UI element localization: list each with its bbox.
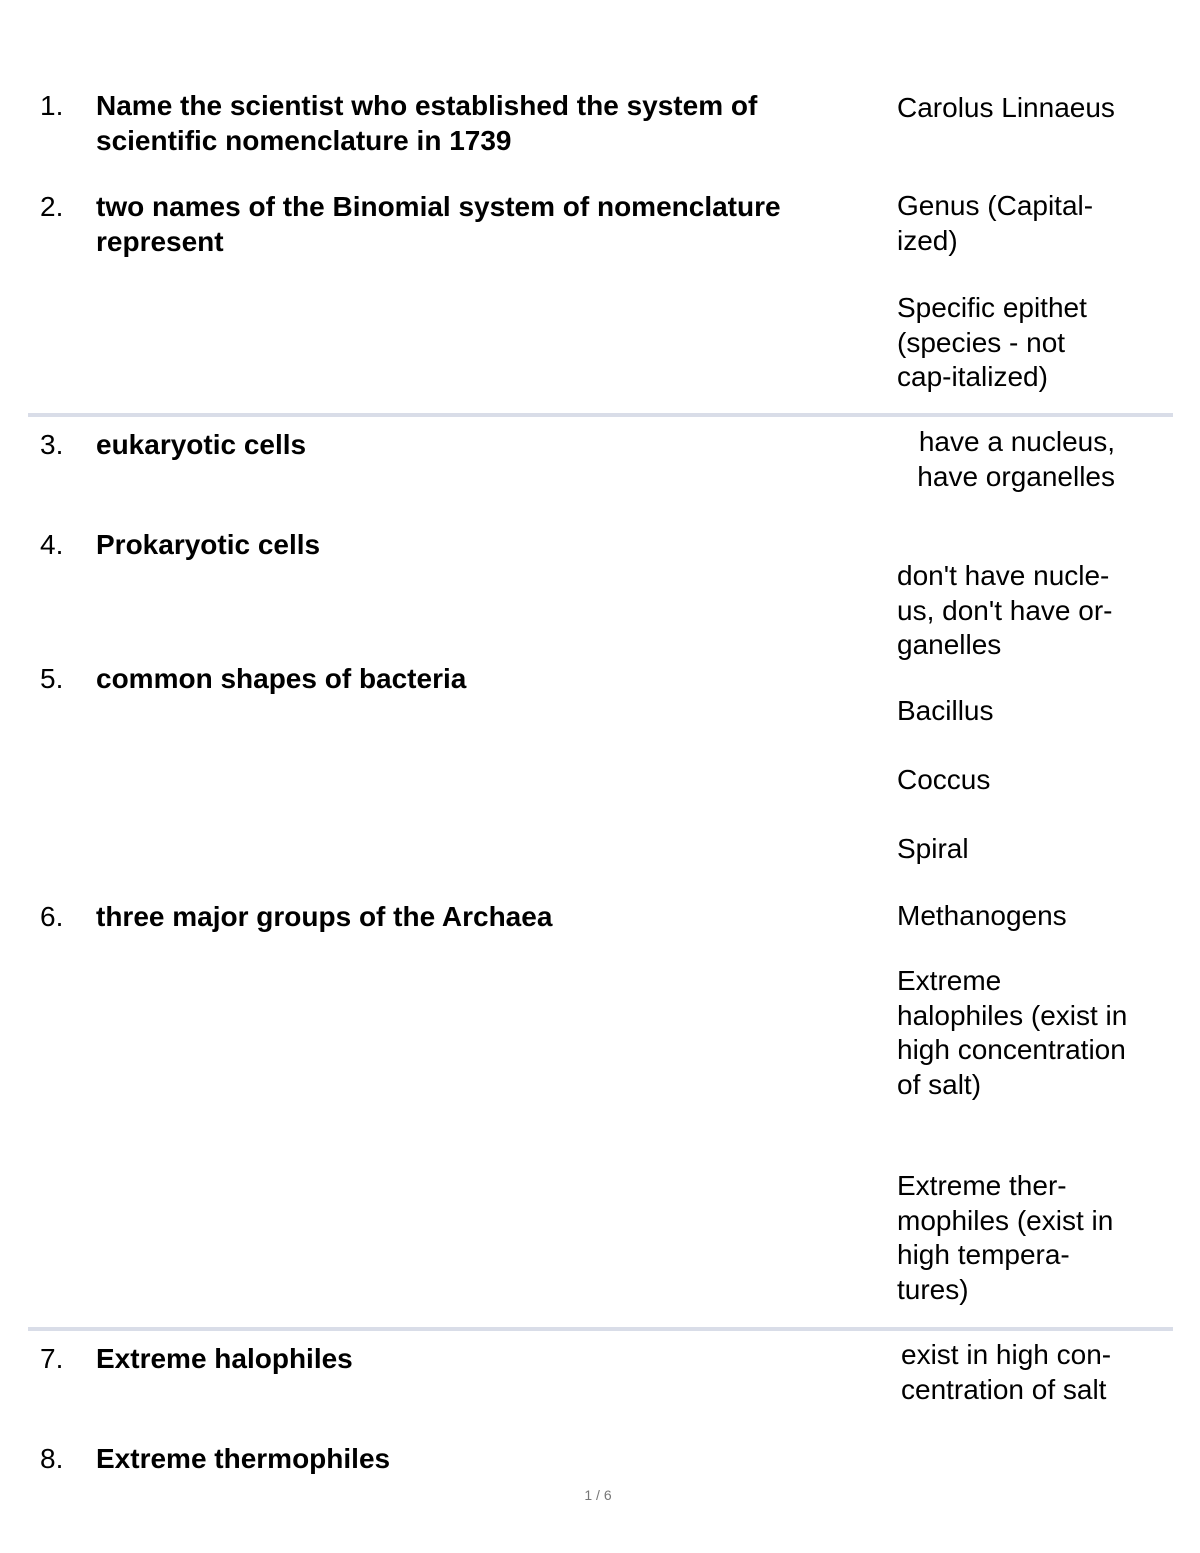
item-number: 1. [40,90,64,121]
answer-text: Carolus Linnaeus [897,92,1115,123]
item-number: 3. [40,429,64,460]
answer-text: Methanogens [897,900,1067,931]
answer-text: Extreme ther-mophiles (exist in high tempera-tures) [897,1170,1114,1305]
question-text: Extreme halophiles [96,1343,353,1374]
answer-text: Bacillus [897,695,994,726]
answer-text: exist in high con-centration of salt [901,1339,1112,1405]
section-divider [28,413,1173,417]
question-text: Name the scientist who established the system of scientific nomenclature in 1739 [96,90,758,156]
question-text: Prokaryotic cells [96,529,321,560]
answer-text: Specific epithet (species - not cap-italized) [897,292,1087,392]
item-number: 8. [40,1443,64,1474]
question-text: Extreme thermophiles [96,1443,391,1474]
item-number: 4. [40,529,64,560]
question-text: common shapes of bacteria [96,663,467,694]
question-text: three major groups of the Archaea [96,901,553,932]
page-indicator: 1 / 6 [584,1487,612,1503]
item-number: 5. [40,663,64,694]
question-text: two names of the Binomial system of nomenclature represent [96,191,781,257]
answer-text: Genus (Capital-ized) [897,190,1094,256]
answer-text: Extreme halophiles (exist in high concentration of salt) [897,965,1128,1100]
item-number: 2. [40,191,64,222]
answer-text: have a nucleus, have organelles [917,426,1115,492]
item-number: 7. [40,1343,64,1374]
answer-text: Coccus [897,764,991,795]
question-text: eukaryotic cells [96,429,307,460]
section-divider [28,1327,1173,1331]
answer-text: don't have nucle-us, don't have or-ganelles [897,560,1113,660]
item-number: 6. [40,901,64,932]
answer-text: Spiral [897,833,969,864]
